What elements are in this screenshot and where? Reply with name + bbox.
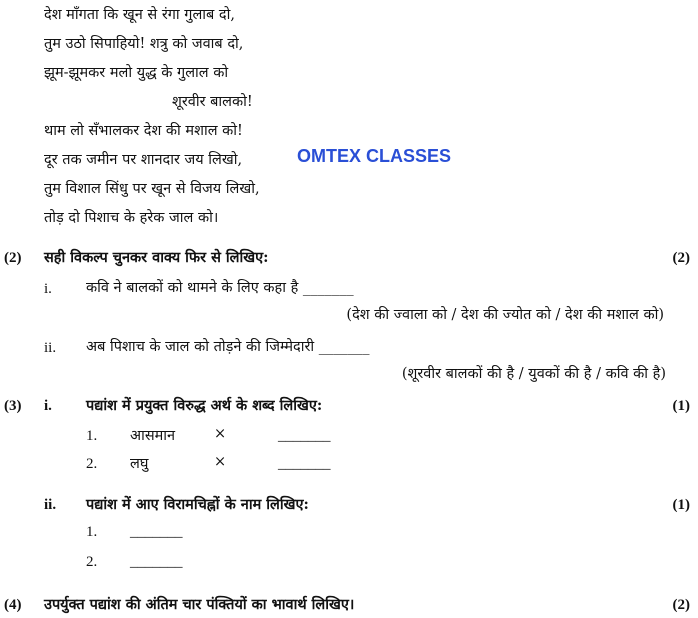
q3-part1-item-1-sign: × [214, 426, 227, 442]
q3-part2-marks: (1) [672, 497, 690, 513]
poem-line-4: शूरवीर बालको! [172, 94, 253, 110]
q4-number: (4) [4, 597, 22, 613]
poem-line-3: झूम-झूमकर मलो युद्ध के गुलाल को [44, 65, 229, 81]
q2-number: (2) [4, 250, 22, 266]
poem-line-1: देश माँगता कि खून से रंगा गुलाब दो, [44, 7, 235, 23]
q3-part1-roman: i. [44, 398, 52, 414]
watermark-logo: OMTEX CLASSES [297, 146, 452, 166]
q3-part1-item-1-blank: _______ [278, 428, 331, 444]
q3-number: (3) [4, 398, 22, 414]
q2-item-2-roman: ii. [44, 340, 57, 356]
q2-title: सही विकल्प चुनकर वाक्य फिर से लिखिए: [44, 249, 269, 266]
q3-part2-item-2-number: 2. [86, 554, 98, 570]
q3-part2-title: पद्यांश में आए विरामचिह्नों के नाम लिखिए: [86, 496, 309, 513]
q3-part2-roman: ii. [44, 497, 57, 513]
q4-marks: (2) [672, 597, 690, 613]
q3-part1-item-2-word: लघु [130, 456, 149, 472]
q2-item-1-roman: i. [44, 281, 52, 297]
q3-part1-item-2-sign: × [214, 454, 227, 470]
q3-part1-item-1-word: आसमान [130, 428, 176, 444]
q2-item-1-options: (देश की ज्वाला को / देश की ज्योत को / देश की मशाल को) [346, 307, 664, 323]
q3-part2-item-1-number: 1. [86, 524, 98, 540]
q3-part2-item-2-blank: _______ [130, 554, 183, 570]
q3-part1-item-1-number: 1. [86, 428, 98, 444]
q3-part2-item-1-blank: _______ [130, 524, 183, 540]
q3-part1-item-2-blank: _______ [278, 456, 331, 472]
q3-part1-marks: (1) [672, 398, 690, 414]
poem-line-5: थाम लो सँभालकर देश की मशाल को! [44, 123, 243, 139]
poem-line-2: तुम उठो सिपाहियो! शत्रु को जवाब दो, [44, 36, 244, 52]
q2-marks: (2) [672, 250, 690, 266]
poem-line-6: दूर तक जमीन पर शानदार जय लिखो, [44, 152, 243, 168]
poem-line-7: तुम विशाल सिंधु पर खून से विजय लिखो, [44, 181, 260, 197]
poem-line-8: तोड़ दो पिशाच के हरेक जाल को। [44, 210, 219, 226]
q2-item-1-text: कवि ने बालकों को थामने के लिए कहा है _______ [86, 280, 354, 296]
q2-item-2-text: अब पिशाच के जाल को तोड़ने की जिम्मेदारी _______ [86, 339, 370, 355]
q4-title: उपर्युक्त पद्यांश की अंतिम चार पंक्तियों का भावार्थ लिखिए। [44, 596, 355, 613]
q3-part1-title: पद्यांश में प्रयुक्त विरुद्ध अर्थ के शब्द लिखिए: [86, 397, 323, 414]
q3-part1-item-2-number: 2. [86, 456, 98, 472]
q2-item-2-options: (शूरवीर बालकों की है / युवकों की है / कवि की है) [401, 366, 666, 382]
